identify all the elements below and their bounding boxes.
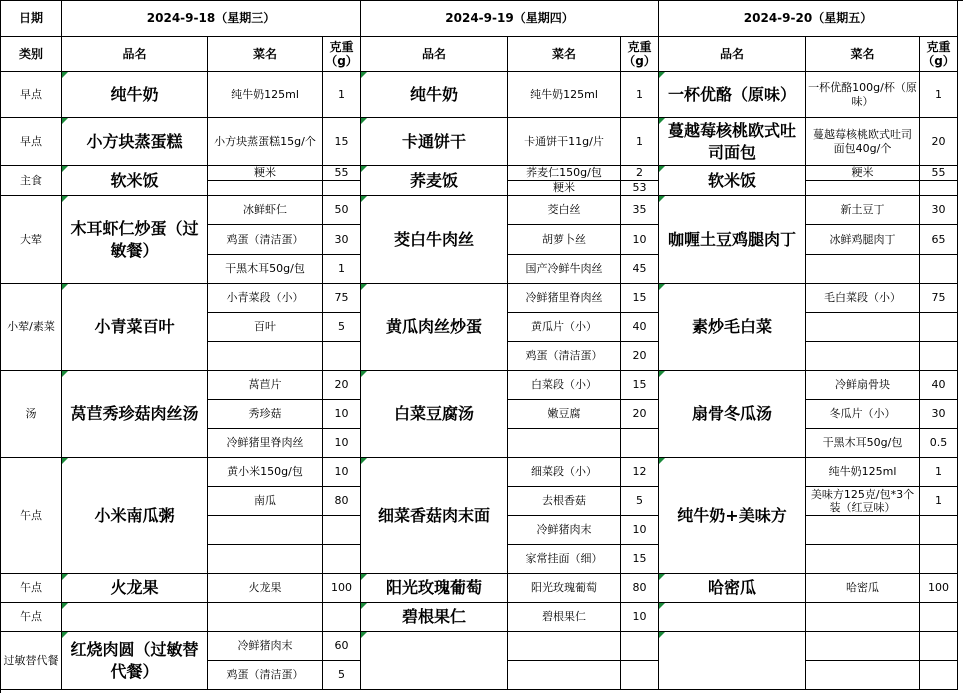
category-cell: 午点: [1, 603, 62, 632]
weight-cell: [920, 661, 958, 690]
dish-name-cell: 黄瓜肉丝炒蛋: [361, 284, 508, 371]
ingredient-cell: [806, 255, 920, 284]
weight-cell: 75: [920, 284, 958, 313]
weight-cell: [323, 603, 361, 632]
ingredient-cell: 阳光玫瑰葡萄: [508, 574, 621, 603]
ingredient-cell: 美味方125克/包*3个装（红豆味）: [806, 487, 920, 516]
dish-name-cell: 木耳虾仁炒蛋（过敏餐）: [62, 196, 208, 284]
weight-cell: 30: [920, 196, 958, 225]
ingredient-cell: [806, 313, 920, 342]
ingredient-cell: [208, 603, 323, 632]
dish-name-cell: 哈密瓜: [659, 574, 806, 603]
weight-cell: 20: [920, 118, 958, 166]
weight-cell: 12: [621, 458, 659, 487]
weight-cell: 80: [323, 487, 361, 516]
ingredient-header: 菜名: [806, 37, 920, 72]
weight-cell: 1: [621, 118, 659, 166]
weight-cell: 35: [621, 196, 659, 225]
ingredient-cell: 冬瓜片（小）: [806, 400, 920, 429]
weight-cell: 100: [920, 574, 958, 603]
ingredient-cell: 冰鲜虾仁: [208, 196, 323, 225]
weight-cell: 5: [323, 313, 361, 342]
ingredient-cell: 荞麦仁150g/包: [508, 166, 621, 181]
weight-cell: 30: [920, 400, 958, 429]
weight-cell: [323, 516, 361, 545]
ingredient-cell: 碧根果仁: [508, 603, 621, 632]
weight-cell: [920, 545, 958, 574]
ingredient-cell: 冰鲜鸡腿肉丁: [806, 225, 920, 255]
weight-cell: [621, 632, 659, 661]
weight-cell: [920, 632, 958, 661]
dish-header: 品名: [62, 37, 208, 72]
weight-cell: 15: [621, 371, 659, 400]
day-header-2: 2024-9-19（星期四）: [361, 1, 659, 37]
ingredient-cell: 莴苣片: [208, 371, 323, 400]
ingredient-cell: [208, 342, 323, 371]
ingredient-cell: 纯牛奶125ml: [508, 72, 621, 118]
weight-cell: 10: [323, 429, 361, 458]
ingredient-cell: 冷鲜猪肉末: [208, 632, 323, 661]
ingredient-cell: 鸡蛋（清洁蛋）: [508, 342, 621, 371]
ingredient-cell: 粳米: [208, 166, 323, 181]
dish-name-cell: 软米饭: [62, 166, 208, 196]
ingredient-cell: [508, 661, 621, 690]
weight-cell: 15: [323, 118, 361, 166]
weight-cell: 55: [920, 166, 958, 181]
category-cell: 午点: [1, 458, 62, 574]
ingredient-cell: 纯牛奶125ml: [806, 458, 920, 487]
weight-header: 克重（g）: [323, 37, 361, 72]
ingredient-cell: 一杯优酪100g/杯（原味）: [806, 72, 920, 118]
ingredient-cell: [208, 181, 323, 196]
dish-name-cell: 纯牛奶: [361, 72, 508, 118]
weight-cell: 40: [621, 313, 659, 342]
day-header-1: 2024-9-18（星期三）: [62, 1, 361, 37]
dish-header: 品名: [659, 37, 806, 72]
weight-cell: 10: [323, 458, 361, 487]
ingredient-cell: 黄瓜片（小）: [508, 313, 621, 342]
ingredient-cell: [508, 429, 621, 458]
dish-name-cell: 纯牛奶+美味方: [659, 458, 806, 574]
ingredient-cell: 冷鲜猪里脊肉丝: [508, 284, 621, 313]
ingredient-cell: 卡通饼干11g/片: [508, 118, 621, 166]
dish-name-cell: [62, 603, 208, 632]
weight-cell: [621, 661, 659, 690]
ingredient-cell: [806, 342, 920, 371]
weight-cell: [323, 545, 361, 574]
weight-header: 克重（g）: [920, 37, 958, 72]
ingredient-cell: 小方块蒸蛋糕15g/个: [208, 118, 323, 166]
dish-name-cell: 纯牛奶: [62, 72, 208, 118]
ingredient-cell: 嫩豆腐: [508, 400, 621, 429]
dish-name-cell: 茭白牛肉丝: [361, 196, 508, 284]
weight-cell: 1: [920, 72, 958, 118]
dish-name-cell: 荞麦饭: [361, 166, 508, 196]
weight-cell: 1: [621, 72, 659, 118]
weight-cell: [920, 313, 958, 342]
weight-cell: [920, 516, 958, 545]
dish-name-cell: 蔓越莓核桃欧式吐司面包: [659, 118, 806, 166]
weight-cell: [920, 255, 958, 284]
weight-cell: 10: [621, 225, 659, 255]
dish-name-cell: 细菜香菇肉末面: [361, 458, 508, 574]
ingredient-cell: 粳米: [806, 166, 920, 181]
ingredient-cell: [806, 545, 920, 574]
category-cell: 早点: [1, 72, 62, 118]
ingredient-cell: [208, 545, 323, 574]
weight-cell: 15: [621, 284, 659, 313]
weight-header: 克重（g）: [621, 37, 659, 72]
dish-name-cell: 小方块蒸蛋糕: [62, 118, 208, 166]
weight-cell: 80: [621, 574, 659, 603]
dish-name-cell: 扇骨冬瓜汤: [659, 371, 806, 458]
weight-cell: [920, 603, 958, 632]
ingredient-cell: 火龙果: [208, 574, 323, 603]
ingredient-cell: [806, 516, 920, 545]
weight-cell: 1: [920, 487, 958, 516]
category-cell: 汤: [1, 371, 62, 458]
ingredient-cell: [806, 632, 920, 661]
weight-cell: 75: [323, 284, 361, 313]
ingredient-cell: 秀珍菇: [208, 400, 323, 429]
ingredient-cell: 鸡蛋（清洁蛋）: [208, 225, 323, 255]
weight-cell: 40: [920, 371, 958, 400]
ingredient-header: 菜名: [208, 37, 323, 72]
dish-name-cell: 小青菜百叶: [62, 284, 208, 371]
dish-name-cell: 碧根果仁: [361, 603, 508, 632]
ingredient-cell: 冷鲜扇骨块: [806, 371, 920, 400]
dish-name-cell: 素炒毛白菜: [659, 284, 806, 371]
dish-name-cell: [659, 632, 806, 690]
ingredient-cell: [806, 603, 920, 632]
dish-name-cell: 一杯优酪（原味）: [659, 72, 806, 118]
ingredient-cell: 冷鲜猪肉末: [508, 516, 621, 545]
ingredient-cell: 去根香菇: [508, 487, 621, 516]
ingredient-cell: 冷鲜猪里脊肉丝: [208, 429, 323, 458]
ingredient-cell: 细菜段（小）: [508, 458, 621, 487]
ingredient-cell: [508, 632, 621, 661]
dish-name-cell: 火龙果: [62, 574, 208, 603]
weight-cell: 53: [621, 181, 659, 196]
weight-cell: 50: [323, 196, 361, 225]
dish-name-cell: 咖喱土豆鸡腿肉丁: [659, 196, 806, 284]
weight-cell: [621, 429, 659, 458]
weight-cell: 5: [621, 487, 659, 516]
dish-header: 品名: [361, 37, 508, 72]
ingredient-cell: 家常挂面（细）: [508, 545, 621, 574]
date-label-cell: 日期: [1, 1, 62, 37]
ingredient-cell: [806, 181, 920, 196]
weight-cell: 10: [621, 516, 659, 545]
ingredient-cell: 国产冷鲜牛肉丝: [508, 255, 621, 284]
dish-name-cell: 红烧肉圆（过敏替代餐）: [62, 632, 208, 690]
ingredient-cell: 干黑木耳50g/包: [806, 429, 920, 458]
ingredient-cell: 胡萝卜丝: [508, 225, 621, 255]
weight-cell: 65: [920, 225, 958, 255]
weight-cell: 60: [323, 632, 361, 661]
ingredient-cell: 南瓜: [208, 487, 323, 516]
table-border-left: [0, 0, 1, 693]
dish-name-cell: 软米饭: [659, 166, 806, 196]
weight-cell: 5: [323, 661, 361, 690]
weight-cell: 1: [920, 458, 958, 487]
weight-cell: 10: [323, 400, 361, 429]
weight-cell: 20: [323, 371, 361, 400]
weight-cell: 20: [621, 400, 659, 429]
weight-cell: [323, 342, 361, 371]
category-cell: 午点: [1, 574, 62, 603]
ingredient-cell: 蔓越莓核桃欧式吐司面包40g/个: [806, 118, 920, 166]
day-header-3: 2024-9-20（星期五）: [659, 1, 958, 37]
weight-cell: 30: [323, 225, 361, 255]
ingredient-cell: 毛白菜段（小）: [806, 284, 920, 313]
weight-cell: 20: [621, 342, 659, 371]
category-cell: 大荤: [1, 196, 62, 284]
ingredient-cell: 哈密瓜: [806, 574, 920, 603]
category-cell: 早点: [1, 118, 62, 166]
ingredient-cell: 茭白丝: [508, 196, 621, 225]
category-cell: 过敏替代餐: [1, 632, 62, 690]
ingredient-cell: [806, 661, 920, 690]
ingredient-cell: 纯牛奶125ml: [208, 72, 323, 118]
weight-cell: [323, 181, 361, 196]
weight-cell: 1: [323, 255, 361, 284]
dish-name-cell: 卡通饼干: [361, 118, 508, 166]
ingredient-header: 菜名: [508, 37, 621, 72]
ingredient-cell: 黄小米150g/包: [208, 458, 323, 487]
dish-name-cell: [659, 603, 806, 632]
weight-cell: 15: [621, 545, 659, 574]
dish-name-cell: 白菜豆腐汤: [361, 371, 508, 458]
ingredient-cell: 鸡蛋（清洁蛋）: [208, 661, 323, 690]
ingredient-cell: [208, 516, 323, 545]
weight-cell: 100: [323, 574, 361, 603]
category-header: 类别: [1, 37, 62, 72]
dish-name-cell: 莴苣秀珍菇肉丝汤: [62, 371, 208, 458]
ingredient-cell: 百叶: [208, 313, 323, 342]
weight-cell: 55: [323, 166, 361, 181]
dish-name-cell: 小米南瓜粥: [62, 458, 208, 574]
weight-cell: [920, 342, 958, 371]
ingredient-cell: 小青菜段（小）: [208, 284, 323, 313]
weight-cell: 0.5: [920, 429, 958, 458]
table-border-top: [0, 0, 963, 1]
category-cell: 主食: [1, 166, 62, 196]
ingredient-cell: 新土豆丁: [806, 196, 920, 225]
ingredient-cell: 白菜段（小）: [508, 371, 621, 400]
ingredient-cell: 干黑木耳50g/包: [208, 255, 323, 284]
ingredient-cell: 粳米: [508, 181, 621, 196]
weight-cell: 1: [323, 72, 361, 118]
category-cell: 小荤/素菜: [1, 284, 62, 371]
weight-cell: [920, 181, 958, 196]
weight-cell: 10: [621, 603, 659, 632]
weight-cell: 45: [621, 255, 659, 284]
dish-name-cell: 阳光玫瑰葡萄: [361, 574, 508, 603]
dish-name-cell: [361, 632, 508, 690]
weight-cell: 2: [621, 166, 659, 181]
